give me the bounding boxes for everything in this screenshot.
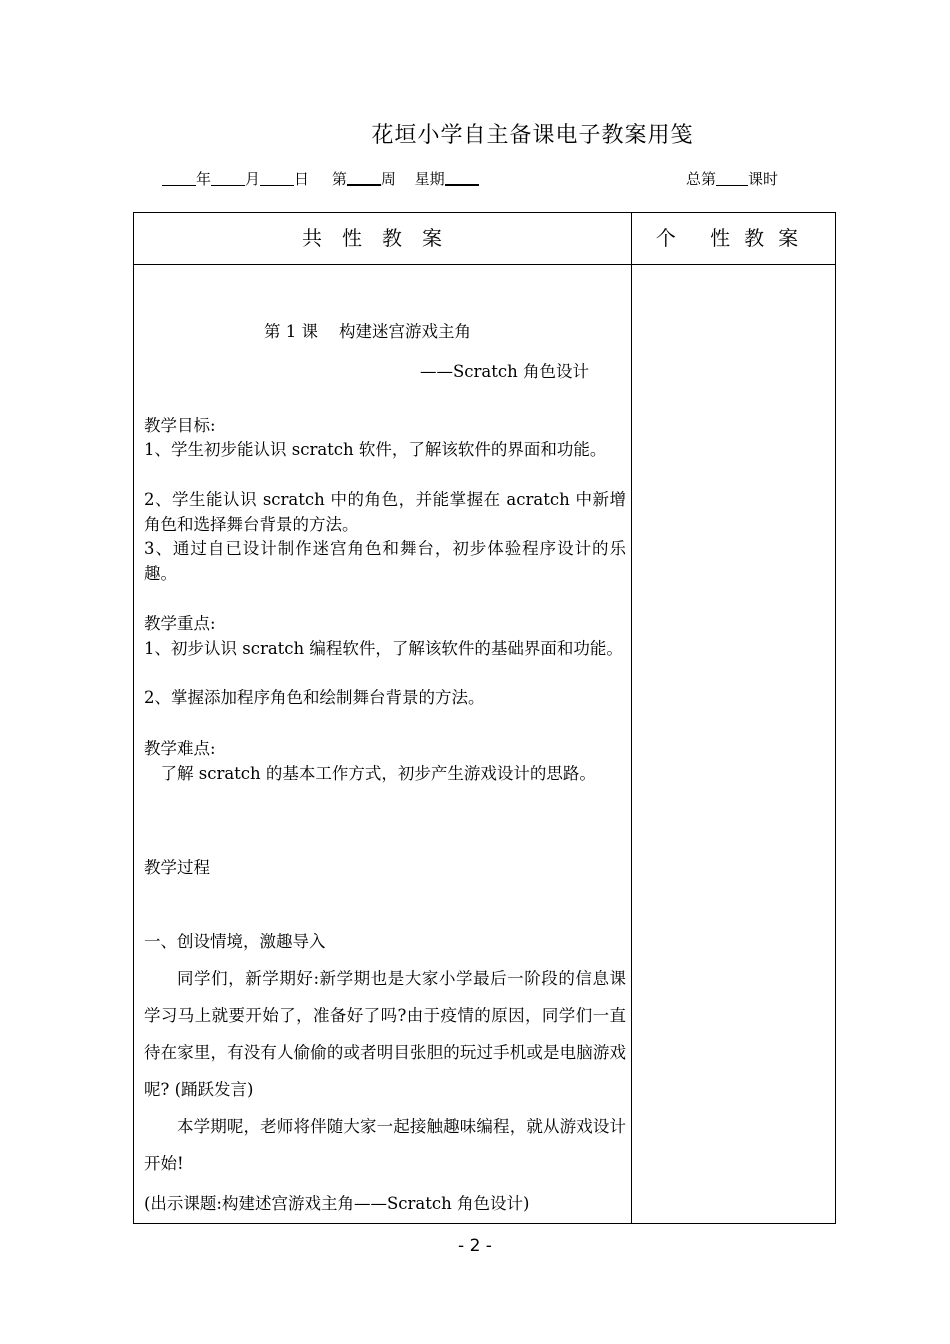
section-paragraph: 同学们，新学期好:新学期也是大家小学最后一阶段的信息课学习马上就要开始了，准备好了吗?由于疫情的原因，同学们一直待在家里，有没有人偷偷的或者明目张胆的玩过手机或是电脑游戏呢? (踊跃发言) (144, 969, 626, 1099)
week-prefix-label: 第 (331, 170, 347, 188)
month-label: 月 (245, 170, 261, 188)
process-heading: 教学过程 (144, 858, 210, 877)
difficulty-text: 了解 scratch 的基本工作方式，初步产生游戏设计的思路。 (160, 764, 596, 783)
table-header-divider (133, 264, 836, 265)
objective-item: 2、学生能认识 scratch 中的角色，并能掌握在 acratch 中新增角色和选择舞台背景的方法。 (144, 490, 626, 534)
key-point-item: 2、掌握添加程序角色和绘制舞台背景的方法。 (144, 688, 485, 707)
table-column-divider (631, 212, 632, 1224)
page-number: - 2 - (458, 1236, 492, 1256)
week-label: 周 (380, 170, 396, 188)
lesson-title: 第 1 课 构建迷宫游戏主角 (264, 322, 471, 341)
total-prefix: 总第 (686, 170, 717, 188)
section-paragraph: 本学期呢，老师将伴随大家一起接触趣味编程，就从游戏设计开始! (144, 1117, 626, 1173)
section-heading: 一、创设情境，激趣导入 (144, 932, 326, 951)
day-blank (260, 170, 294, 186)
key-point-item: 1、初步认识 scratch 编程软件，了解该软件的基础界面和功能。 (144, 639, 623, 658)
weekday-label: 星期 (414, 170, 445, 188)
personal-plan-header: 个 性教案 (655, 226, 813, 250)
objectives-heading: 教学目标: (144, 416, 216, 435)
lesson-subtitle: ——Scratch 角色设计 (420, 362, 590, 381)
difficulty-heading: 教学难点: (144, 739, 216, 758)
total-lessons (686, 168, 778, 189)
total-suffix: 课时 (748, 170, 779, 188)
total-blank (716, 170, 748, 186)
key-points-heading: 教学重点: (144, 614, 216, 633)
weekday-blank (445, 169, 479, 186)
week-blank (347, 169, 381, 186)
date-line (162, 168, 479, 189)
year-label: 年 (196, 170, 212, 188)
objective-item: 1、学生初步能认识 scratch 软件，了解该软件的界面和功能。 (144, 440, 607, 459)
day-label: 日 (294, 170, 310, 188)
section-note: (出示课题:构建述宫游戏主角——Scratch 角色设计) (144, 1194, 530, 1213)
common-plan-header: 共性教案 (302, 226, 462, 250)
year-blank (162, 170, 196, 186)
objective-item: 3、通过自已设计制作迷宫角色和舞台，初步体验程序设计的乐趣。 (144, 539, 626, 583)
document-title: 花垣小学自主备课电子教案用笺 (371, 123, 694, 148)
month-blank (211, 170, 245, 186)
